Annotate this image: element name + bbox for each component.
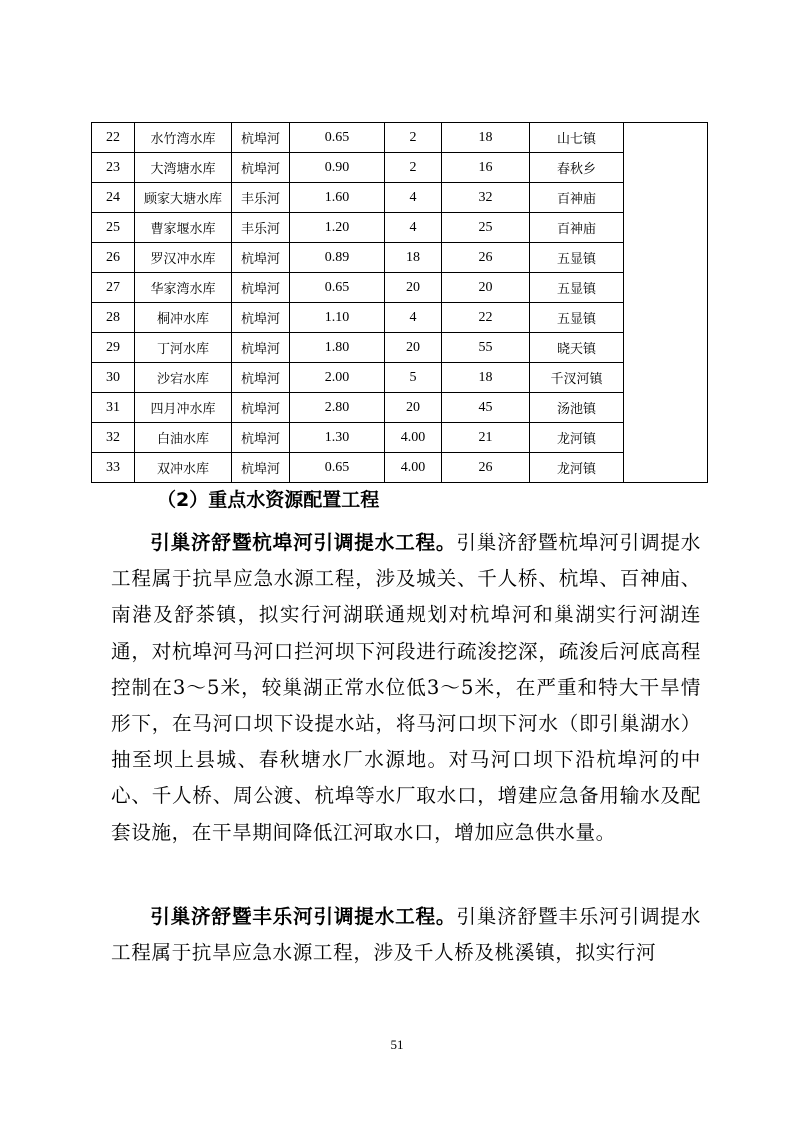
cell-town: 山七镇 [530,123,624,153]
cell-town: 汤池镇 [530,393,624,423]
cell-river: 杭埠河 [232,333,290,363]
cell-value-1: 1.10 [290,303,385,333]
cell-river: 杭埠河 [232,273,290,303]
cell-town: 晓天镇 [530,333,624,363]
cell-value-3: 25 [442,213,530,243]
cell-value-3: 20 [442,273,530,303]
cell-reservoir-name: 曹家堰水库 [135,213,232,243]
table-row [92,453,708,483]
cell-value-1: 1.30 [290,423,385,453]
cell-number: 24 [92,183,135,213]
paragraph-body: 引巢济舒暨杭埠河引调提水工程属于抗旱应急水源工程，涉及城关、千人桥、杭埠、百神庙、南港及舒茶镇，拟实行河湖联通规划对杭埠河和巢湖实行河湖连通，对杭埠河马河口拦河坝下河段进行疏浚挖深，疏浚后河底高程控制在3～5米，较巢湖正常水位低3～5米，在严重和特大干旱情形下，在马河口坝下设提水站，将马河口坝下河水（即引巢湖水）抽至坝上县城、春秋塘水厂水源地。对马河口坝下沿杭埠河的中心、千人桥、周公渡、杭埠等水厂取水口，增建应急备用输水及配套设施，在干旱期间降低江河取水口，增加应急供水量。 [111,531,702,844]
table-row [92,153,708,183]
cell-reservoir-name: 华家湾水库 [135,273,232,303]
cell-value-1: 1.60 [290,183,385,213]
cell-value-2: 4 [385,303,442,333]
cell-river: 杭埠河 [232,423,290,453]
page-number: 51 [390,1037,404,1052]
cell-town: 春秋乡 [530,153,624,183]
table-row [92,363,708,393]
cell-reservoir-name: 水竹湾水库 [135,123,232,153]
cell-number: 30 [92,363,135,393]
cell-value-3: 21 [442,423,530,453]
cell-value-1: 2.00 [290,363,385,393]
table-row [92,213,708,243]
cell-reservoir-name: 罗汉冲水库 [135,243,232,273]
cell-value-2: 4 [385,183,442,213]
cell-river: 杭埠河 [232,153,290,183]
cell-number: 33 [92,453,135,483]
cell-value-2: 20 [385,393,442,423]
cell-river: 杭埠河 [232,243,290,273]
paragraph-hangbu-river-project [111,525,701,851]
cell-value-1: 2.80 [290,393,385,423]
cell-value-3: 26 [442,453,530,483]
table-row [92,273,708,303]
paragraph-fengle-river-project [111,899,701,971]
reservoir-table-body [92,123,708,483]
section-heading: （2）重点水资源配置工程 [157,489,380,511]
paragraph-lead: 引巢济舒暨杭埠河引调提水工程。 [150,531,457,554]
cell-value-1: 1.80 [290,333,385,363]
table-row [92,123,708,153]
cell-value-1: 0.65 [290,123,385,153]
cell-value-3: 55 [442,333,530,363]
cell-value-3: 22 [442,303,530,333]
cell-town: 五显镇 [530,303,624,333]
cell-town: 龙河镇 [530,453,624,483]
cell-river: 丰乐河 [232,213,290,243]
cell-number: 29 [92,333,135,363]
cell-value-1: 0.65 [290,453,385,483]
cell-reservoir-name: 沙宕水库 [135,363,232,393]
cell-value-2: 4.00 [385,453,442,483]
table-row [92,303,708,333]
cell-town: 龙河镇 [530,423,624,453]
cell-reservoir-name: 顾家大塘水库 [135,183,232,213]
paragraph-body: 引巢济舒暨丰乐河引调提水工程属于抗旱应急水源工程，涉及千人桥及桃溪镇，拟实行河 [111,905,702,965]
table-row [92,423,708,453]
cell-river: 杭埠河 [232,393,290,423]
cell-reservoir-name: 双冲水库 [135,453,232,483]
paragraph-lead: 引巢济舒暨丰乐河引调提水工程。 [150,905,457,928]
cell-value-3: 18 [442,123,530,153]
cell-number: 23 [92,153,135,183]
cell-value-2: 4 [385,213,442,243]
cell-town: 百神庙 [530,213,624,243]
cell-town: 百神庙 [530,183,624,213]
cell-value-3: 45 [442,393,530,423]
cell-value-3: 16 [442,153,530,183]
cell-value-2: 5 [385,363,442,393]
cell-reservoir-name: 四月冲水库 [135,393,232,423]
reservoir-table [91,122,708,483]
cell-value-2: 20 [385,273,442,303]
cell-value-3: 32 [442,183,530,213]
cell-value-2: 18 [385,243,442,273]
cell-river: 杭埠河 [232,303,290,333]
cell-river: 杭埠河 [232,363,290,393]
cell-reservoir-name: 白油水库 [135,423,232,453]
cell-remarks [624,123,708,483]
cell-number: 27 [92,273,135,303]
cell-value-2: 4.00 [385,423,442,453]
cell-reservoir-name: 桐冲水库 [135,303,232,333]
cell-value-2: 2 [385,153,442,183]
cell-town: 五显镇 [530,243,624,273]
cell-river: 杭埠河 [232,453,290,483]
cell-reservoir-name: 大湾塘水库 [135,153,232,183]
cell-value-2: 2 [385,123,442,153]
table-row [92,333,708,363]
cell-number: 28 [92,303,135,333]
cell-value-1: 0.89 [290,243,385,273]
cell-value-1: 0.90 [290,153,385,183]
cell-number: 25 [92,213,135,243]
cell-value-3: 18 [442,363,530,393]
cell-value-2: 20 [385,333,442,363]
cell-town: 千汊河镇 [530,363,624,393]
cell-value-1: 1.20 [290,213,385,243]
cell-river: 丰乐河 [232,183,290,213]
cell-number: 22 [92,123,135,153]
cell-town: 五显镇 [530,273,624,303]
cell-reservoir-name: 丁河水库 [135,333,232,363]
cell-river: 杭埠河 [232,123,290,153]
cell-number: 26 [92,243,135,273]
table-row [92,243,708,273]
cell-number: 32 [92,423,135,453]
cell-value-3: 26 [442,243,530,273]
table-row [92,183,708,213]
cell-number: 31 [92,393,135,423]
table-row [92,393,708,423]
cell-value-1: 0.65 [290,273,385,303]
